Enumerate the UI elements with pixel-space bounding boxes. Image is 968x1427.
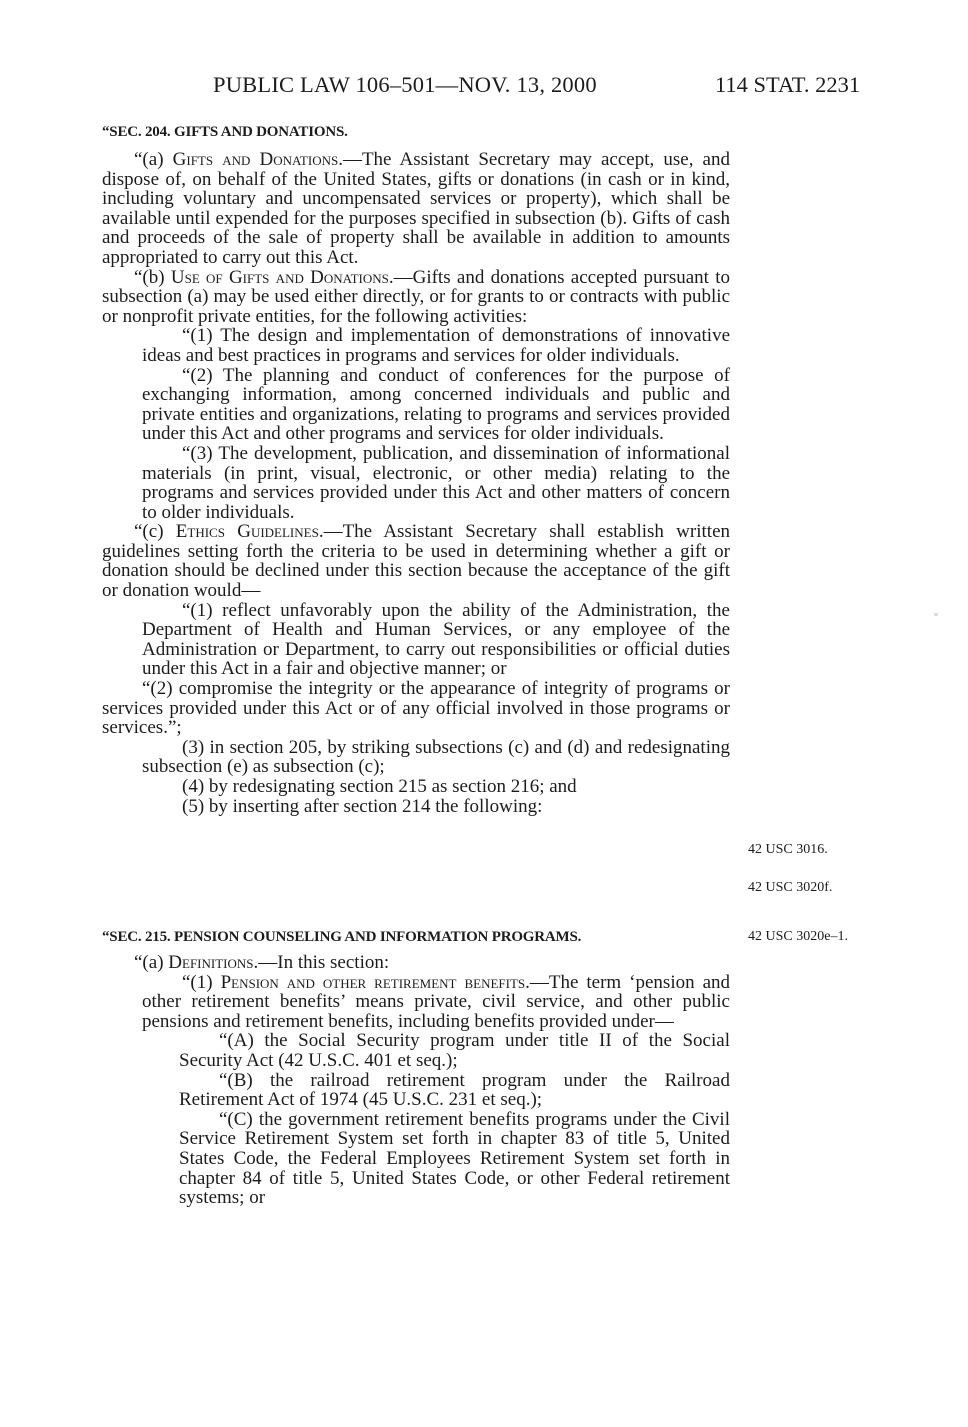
running-head-title: PUBLIC LAW 106–501—NOV. 13, 2000 <box>213 72 597 97</box>
subsection-b-lead: “(b) <box>134 266 171 288</box>
definition-1-text: .—The term ‘pension and other retirement benefits’ means private, civil service, and other public pensions and retirement benefits, including benefits provided under— <box>142 971 731 1032</box>
subsection-b-text: .—Gifts and donations accepted pursuant to subsection (a) may be used either directly, or for grants to or contracts with public or nonprofit private entities, for the following activities: <box>102 266 730 327</box>
subsection-c-item-1: “(1) reflect unfavorably upon the ability of the Administration, the Department of Health and Human Services, or any employee of the Administration or Department, to carry out responsibilities or official duties under this Act in a fair and objective manner; or <box>142 599 730 680</box>
subsection-b-item-2: “(2) The planning and conduct of conferences for the purpose of exchanging information, among concerned individuals and public and private entities and organizations, relating to programs and services provided under this Act and other programs and services for older individuals. <box>142 364 730 445</box>
definitions-text: .—In this section: <box>253 952 390 973</box>
scan-speck <box>934 613 938 616</box>
subsection-b-caption: Use of Gifts and Donations <box>170 266 389 288</box>
definitions-subsection <box>102 953 730 973</box>
margin-note-3016: 42 USC 3016. <box>748 842 828 857</box>
subsection-c-ethics-guidelines <box>102 522 730 600</box>
section-215-body <box>102 953 730 1208</box>
amendment-3: (3) in section 205, by striking subsections (c) and (d) and redesignating subsection (e) as subsection (c); <box>142 736 730 778</box>
definitions-caption: Definitions <box>168 952 254 973</box>
definition-item-b: “(B) the railroad retirement program under the Railroad Retirement Act of 1974 (45 U.S.C. 231 et seq.); <box>179 1069 730 1111</box>
definition-item-a: “(A) the Social Security program under title II of the Social Security Act (42 U.S.C. 401 et seq.); <box>179 1030 730 1071</box>
amendment-5: (5) by inserting after section 214 the following: <box>182 795 543 817</box>
margin-note-3020e-1: 42 USC 3020e–1. <box>748 929 848 944</box>
subsection-a-gifts-and-donations <box>102 150 730 268</box>
subsection-c-lead: “(c) <box>134 521 176 543</box>
definition-1-lead: “(1) <box>182 971 221 993</box>
subsection-b-item-3: “(3) The development, publication, and dissemination of informational materials (in print, visual, electronic, or other media) relating to the programs and services provided under this Act and other matters of concern to older individuals. <box>142 442 730 523</box>
subsection-b-use-of-gifts <box>102 268 730 327</box>
section-204-heading: “SEC. 204. GIFTS AND DONATIONS. <box>102 124 348 140</box>
subsection-a-caption: Gifts and Donations <box>172 149 339 170</box>
definition-item-c: “(C) the government retirement benefits programs under the Civil Service Retirement System set forth in chapter 83 of title 5, United States Code, the Federal Employees Retirement System set forth in chapter 84 of title 5, United States Code, or other Federal retirement systems; or <box>179 1108 730 1209</box>
section-204-body <box>102 150 730 816</box>
section-215-heading: “SEC. 215. PENSION COUNSELING AND INFORMATION PROGRAMS. <box>102 929 582 945</box>
subsection-c-item-2: “(2) compromise the integrity or the appearance of integrity of programs or services provided under this Act or of any official involved in those programs or services.”; <box>102 678 730 739</box>
definition-1-caption: Pension and other retirement benefits <box>220 971 526 993</box>
running-head-page-number: 114 STAT. 2231 <box>715 72 861 97</box>
amendment-4: (4) by redesignating section 215 as section 216; and <box>182 776 577 797</box>
definition-pension-benefits <box>142 973 730 1032</box>
subsection-c-text: .—The Assistant Secretary shall establish written guidelines setting forth the criteria to be used in determining whether a gift or donation should be declined under this section because the acceptance of the gift or donation would— <box>102 521 730 602</box>
subsection-b-item-1: “(1) The design and implementation of demonstrations of innovative ideas and best practices in programs and services for older individuals. <box>142 325 730 366</box>
subsection-c-caption: Ethics Guidelines <box>175 521 319 543</box>
subsection-a-lead: “(a) <box>134 149 173 170</box>
definitions-lead: “(a) <box>134 952 169 973</box>
subsection-a-text: .—The Assistant Secretary may accept, use, and dispose of, on behalf of the United States, gifts or donations (in cash or in kind, including voluntary and uncompensated services or property), which shall be available until expended for the purposes specified in subsection (b). Gifts of cash and proceeds of the sale of property shall be available in addition to amounts appropriated to carry out this Act. <box>102 149 730 268</box>
margin-note-3020f: 42 USC 3020f. <box>748 880 833 895</box>
